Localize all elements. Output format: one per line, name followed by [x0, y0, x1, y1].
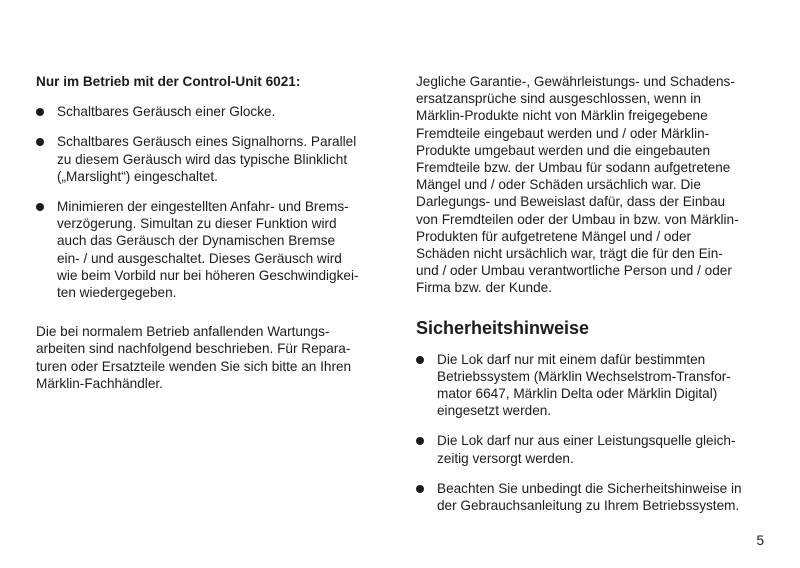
control-unit-heading: Nur im Betrieb mit der Control-Unit 6021:: [36, 74, 301, 89]
text-line: Jegliche Garantie-, Gewährleistungs- und Schadens-: [416, 74, 735, 89]
text-line: mator 6647, Märklin Delta oder Märklin Digital): [437, 386, 718, 402]
text-line: zu diesem Geräusch wird das typische Blinklicht: [57, 151, 348, 167]
text-line: Firma bzw. der Kunde.: [416, 280, 552, 296]
safety-heading: Sicherheitshinweise: [416, 317, 590, 338]
text-line: Darlegungs- und Beweislast dafür, dass der Einbau: [416, 194, 726, 210]
text-line: zeitig versorgt werden.: [437, 450, 574, 466]
text-line: („Marslight“) eingeschaltet.: [57, 168, 218, 184]
text-line: Märklin-Fachhändler.: [36, 375, 163, 391]
text-line: Fremdteile eingebaut werden und / oder Märklin-: [416, 125, 710, 141]
text-line: Mängel und / oder Schäden ursächlich war. Die: [416, 177, 701, 193]
bullet-icon: [416, 356, 424, 364]
text-line: Produkte umgebaut werden und die eingebauten: [416, 142, 710, 158]
text-line: auch das Geräusch der Dynamischen Bremse: [57, 233, 336, 249]
left-column: [36, 73, 388, 392]
text-line: Die Lok darf nur aus einer Leistungsquelle gleich-: [437, 433, 736, 449]
text-line: Schaltbares Geräusch einer Glocke.: [57, 104, 276, 120]
maintenance-paragraph: [36, 323, 388, 392]
right-column: [416, 73, 772, 527]
text-line: Die bei normalem Betrieb anfallenden Wartungs-: [36, 324, 330, 340]
text-line: Schaltbares Geräusch eines Signalhorns. Parallel: [57, 134, 357, 150]
text-line: ten wiedergegeben.: [57, 285, 177, 301]
text-line: wie beim Vorbild nur bei höheren Geschwindigkei-: [57, 267, 359, 283]
text-line: Betriebssystem (Märklin Wechselstrom-Transfor-: [437, 368, 731, 384]
bullet-icon: [36, 108, 44, 116]
text-line: Fremdteile bzw. der Umbau für sodann aufgetretene: [416, 160, 731, 176]
bullet-icon: [416, 485, 424, 493]
text-line: verzögerung. Simultan zu dieser Funktion wird: [57, 216, 337, 232]
text-line: Beachten Sie unbedingt die Sicherheitshinweise in: [437, 480, 742, 496]
text-line: Schäden nicht ursächlich war, trägt die für den Ein-: [416, 246, 723, 262]
text-line: der Gebrauchsanleitung zu Ihrem Betriebssystem.: [437, 498, 740, 514]
text-line: eingesetzt werden.: [437, 403, 552, 419]
list-item: [36, 133, 388, 185]
list-item: [36, 103, 388, 120]
text-line: turen oder Ersatzteile wenden Sie sich bitte an Ihren: [36, 358, 352, 374]
bullet-icon: [36, 138, 44, 146]
warranty-paragraph: [416, 73, 772, 297]
list-item: [416, 351, 772, 420]
text-line: und / oder Umbau verantwortliche Person und / oder: [416, 263, 732, 279]
text-line: ersatzansprüche sind ausgeschlossen, wenn in: [416, 91, 701, 107]
text-line: Die Lok darf nur mit einem dafür bestimmten: [437, 351, 706, 367]
list-item: [416, 480, 772, 514]
text-line: von Fremdteilen oder der Umbau in bzw. von Märklin-: [416, 211, 739, 227]
text-line: arbeiten sind nachfolgend beschrieben. Für Repara-: [36, 341, 351, 357]
bullet-icon: [416, 437, 424, 445]
text-line: Minimieren der eingestellten Anfahr- und Brems-: [57, 199, 349, 215]
text-line: Märklin-Produkte nicht von Märklin freigegebene: [416, 108, 708, 124]
text-line: Produkten für aufgetretene Mängel und / oder: [416, 228, 692, 244]
bullet-icon: [36, 203, 44, 211]
page-number: 5: [756, 533, 764, 548]
list-item: [416, 432, 772, 466]
list-item: [36, 198, 388, 301]
text-line: ein- / und ausgeschaltet. Dieses Geräusch wird: [57, 250, 342, 266]
